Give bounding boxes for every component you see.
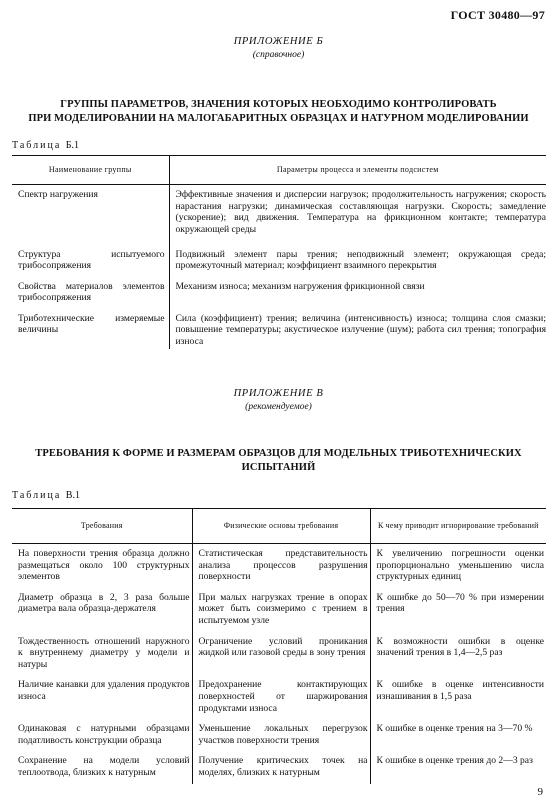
table-v1-req-cell: Наличие канавки для удаления продуктов износа [12,675,192,719]
table-row [12,185,546,245]
table-v1-effect-cell: К ошибке до 50—70 % при измерении трения [376,591,544,615]
appendix-b-heading-line2: ПРИ МОДЕЛИРОВАНИИ НА МАЛОГАБАРИТНЫХ ОБРАЗЦАХ И НАТУРНОМ МОДЕЛИРОВАНИИ [28,113,529,124]
table-v1-number: В.1 [65,490,80,501]
table-b1-label-word: Таблица [12,140,62,151]
table-v1-req-cell: Тождественность отношений наружного к внутреннему диаметру у модели и натуры [12,632,192,676]
table-row [12,675,546,719]
table-v1-req-cell: Сохранение на модели условий теплоотвода, близких к натурным [12,751,192,783]
table-b1-number: Б.1 [65,140,80,151]
table-b1-header-row [12,156,546,185]
table-v1-effect-cell: К возможности ошибки в оценке значений трения в 1,4—2,5 раз [376,635,544,659]
table-v1-basis-cell: При малых нагрузках трение в опорах может быть соизмеримо с трением в испытуемом узле [192,588,370,632]
table-v1-req-cell: Диаметр образца в 2, 3 раза больше диаметра вала образца-держателя [12,588,192,632]
table-v1-req-cell: Одинаковая с натурными образцами податливость конструкции образца [12,719,192,751]
table-v1-basis-cell: Предохранение контактирующих поверхностей от шаржирования продуктами износа [192,675,370,719]
table-v1-basis-cell: Статистическая представительность анализа процессов разрушения поверхности [192,544,370,588]
table-row [12,245,546,277]
table-b1-params-cell: Подвижный элемент пары трения; неподвижный элемент; окружающая среда; промежуточный материал; коэффициент взаимного перекрытия [175,248,546,272]
table-v1 [12,508,546,784]
table-b1-group-cell: Свойства материалов элементов трибосопряжения [12,277,169,309]
table-v1-col-basis: Физические основы требования [192,509,370,544]
appendix-b-title: ПРИЛОЖЕНИЕ Б [233,36,324,47]
table-v1-header-row [12,509,546,544]
appendix-v-heading [0,447,557,475]
table-v1-basis-cell: Ограничение условий проникания жидкой или газовой среды в зону трения [192,632,370,676]
table-b1-group-cell: Триботехнические измеряемые величины [12,309,169,350]
table-v1-basis-cell: Уменьшение локальных перегрузок участков поверхности трения [192,719,370,751]
table-b1-col-group: Наименование группы [12,156,169,185]
table-v1-effect-cell: К увеличению погрешности оценки пропорционально уменьшению числа структурных единиц [376,548,544,583]
appendix-v-heading-line2: ИСПЫТАНИЙ [241,462,316,473]
page-number: 9 [537,786,543,798]
table-v1-label-word: Таблица [12,490,62,501]
table-v1-col-requirements: Требования [12,509,192,544]
table-row [12,632,546,676]
appendix-v-heading-line1: ТРЕБОВАНИЯ К ФОРМЕ И РАЗМЕРАМ ОБРАЗЦОВ ДЛЯ МОДЕЛЬНЫХ ТРИБОТЕХНИЧЕСКИХ [35,448,522,459]
table-b1-params-cell: Механизм износа; механизм нагружения фрикционной связи [175,280,425,292]
table-v1-effect-cell: К ошибке в оценке интенсивности изнашивания в 1,5 раза [376,679,544,702]
table-b1-params-cell: Сила (коэффициент) трения; величина (интенсивность) износа; толщина слоя смазки; повышение температуры; акустическое излучение (шум); работа сил трения; топография износа [175,312,546,347]
appendix-v-title: ПРИЛОЖЕНИЕ В [233,388,324,399]
table-b1-params-cell: Эффективные значения и дисперсии нагрузок; продолжительность нагружения; скорость нарастания нагрузки; динамическая составляющая нагрузки. Скорость; замедление (ускорение); вид движения. Температура на фрикционном контакте; температура окружающей среды [175,189,546,235]
appendix-b-heading [0,98,557,126]
table-v1-label [12,490,80,501]
table-v1-effect-cell: К ошибке в оценке трения на 3—70 % [376,723,533,735]
table-row [12,309,546,350]
table-row [12,588,546,632]
appendix-v-subtitle: (рекомендуемое) [245,402,312,412]
table-row [12,719,546,751]
table-row [12,751,546,783]
table-row [12,544,546,588]
table-b1-group-cell: Структура испытуемого трибосопряжения [12,245,169,277]
table-v1-req-cell: На поверхности трения образца должно размещаться около 100 структурных элементов [12,544,192,588]
table-b1-group-cell: Спектр нагружения [12,185,169,245]
appendix-b-heading-line1: ГРУППЫ ПАРАМЕТРОВ, ЗНАЧЕНИЯ КОТОРЫХ НЕОБХОДИМО КОНТРОЛИРОВАТЬ [60,99,497,110]
table-b1-label [12,140,79,151]
table-b1 [12,155,546,349]
standard-number: ГОСТ 30480—97 [450,8,545,22]
appendix-b-subtitle: (справочное) [252,50,305,60]
table-row [12,277,546,309]
table-b1-col-params: Параметры процесса и элементы подсистем [169,156,546,185]
table-v1-effect-cell: К ошибке в оценке трения до 2—3 раз [376,755,533,767]
table-v1-col-effect: К чему приводит игнорирование требований [370,509,546,544]
table-v1-basis-cell: Получение критических точек на моделях, близких к натурным [192,751,370,783]
